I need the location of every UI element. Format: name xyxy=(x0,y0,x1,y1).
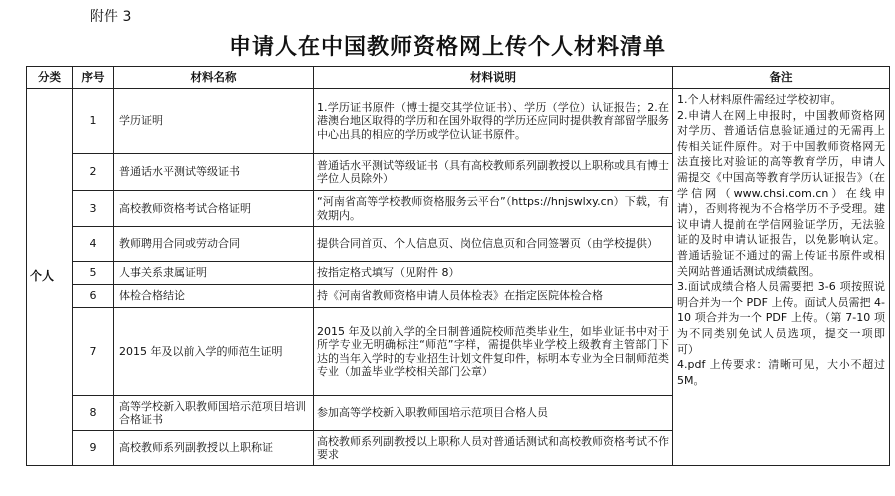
row-number: 6 xyxy=(73,285,114,308)
column-header-category: 分类 xyxy=(27,67,73,89)
column-header-material-description: 材料说明 xyxy=(314,67,673,89)
material-name: 教师聘用合同或劳动合同 xyxy=(114,227,314,262)
materials-table xyxy=(26,66,890,466)
row-number: 8 xyxy=(73,396,114,431)
table-row xyxy=(27,89,890,154)
column-header-number: 序号 xyxy=(73,67,114,89)
row-number: 3 xyxy=(73,191,114,227)
row-number: 4 xyxy=(73,227,114,262)
material-name: 体检合格结论 xyxy=(114,285,314,308)
column-header-remarks: 备注 xyxy=(673,67,890,89)
row-number: 9 xyxy=(73,431,114,466)
remarks-cell xyxy=(673,89,890,466)
material-description: “河南省高等学校教师资格服务云平台”（https://hnjswlxy.cn）下载，有效期内。 xyxy=(314,191,673,227)
material-description: 普通话水平测试等级证书（具有高校教师系列副教授以上职称或具有博士学位人员除外） xyxy=(314,154,673,191)
row-number: 2 xyxy=(73,154,114,191)
material-description: 提供合同首页、个人信息页、岗位信息页和合同签署页（由学校提供） xyxy=(314,227,673,262)
row-number: 5 xyxy=(73,262,114,285)
material-name: 人事关系隶属证明 xyxy=(114,262,314,285)
material-name: 学历证明 xyxy=(114,89,314,154)
row-number: 1 xyxy=(73,89,114,154)
material-name: 普通话水平测试等级证书 xyxy=(114,154,314,191)
remarks-text: 1.个人材料原件需经过学校初审。 2.申请人在网上申报时，中国教师资格网对学历、普通话信息验证通过的无需再上传相关证件原件。对于中国教师资格网无法直接比对验证的高等教育学历，申请人需提交《中国高等教育学历认证报告》（在学信网（www.chsi.com.cn）在线申请），否则将视为不合格学历不予受理。建议申请人提前在学信网验证学历，无法验证的及时申请认证报告，以免影响认定。普通话验证不通过的需上传证书原件或相关网站普通话测试成绩截图。 3.面试成绩合格人员需要把 3-6 项按照说明合并为一个 PDF 上传。面试人员需把 4-10 项合并为一个 PDF 上传。（第 7-10 项为不同类别免试人员选项，提交一项即可） 4.pdf 上传要求：清晰可见，大小不超过 5M。 xyxy=(677,93,885,387)
material-description: 1.学历证书原件（博士提交其学位证书）、学历（学位）认证报告；2.在港澳台地区取得的学历和在国外取得的学历还应同时提供教育部留学服务中心出具的相应的学历或学位认证书原件。 xyxy=(314,89,673,154)
material-name: 高等学校新入职教师国培示范项目培训合格证书 xyxy=(114,396,314,431)
material-name: 高校教师资格考试合格证明 xyxy=(114,191,314,227)
category-cell: 个人 xyxy=(27,89,73,466)
row-number: 7 xyxy=(73,308,114,396)
material-name: 高校教师系列副教授以上职称证 xyxy=(114,431,314,466)
material-description: 2015 年及以前入学的全日制普通院校师范类毕业生，如毕业证书中对于所学专业无明确标注“师范”字样，需提供毕业学校上级教育主管部门下达的当年入学时的专业招生计划文件复印件，标明本专业为全日制师范类专业（加盖毕业学校相关部门公章） xyxy=(314,308,673,396)
material-description: 持《河南省教师资格申请人员体检表》在指定医院体检合格 xyxy=(314,285,673,308)
material-description: 高校教师系列副教授以上职称人员对普通话测试和高校教师资格考试不作要求 xyxy=(314,431,673,466)
table-header-row xyxy=(27,67,890,89)
column-header-material-name: 材料名称 xyxy=(114,67,314,89)
material-description: 按指定格式填写（见附件 8） xyxy=(314,262,673,285)
material-name: 2015 年及以前入学的师范生证明 xyxy=(114,308,314,396)
attachment-label: 附件 3 xyxy=(90,9,132,25)
page-title: 申请人在中国教师资格网上传个人材料清单 xyxy=(228,34,666,60)
material-description: 参加高等学校新入职教师国培示范项目合格人员 xyxy=(314,396,673,431)
